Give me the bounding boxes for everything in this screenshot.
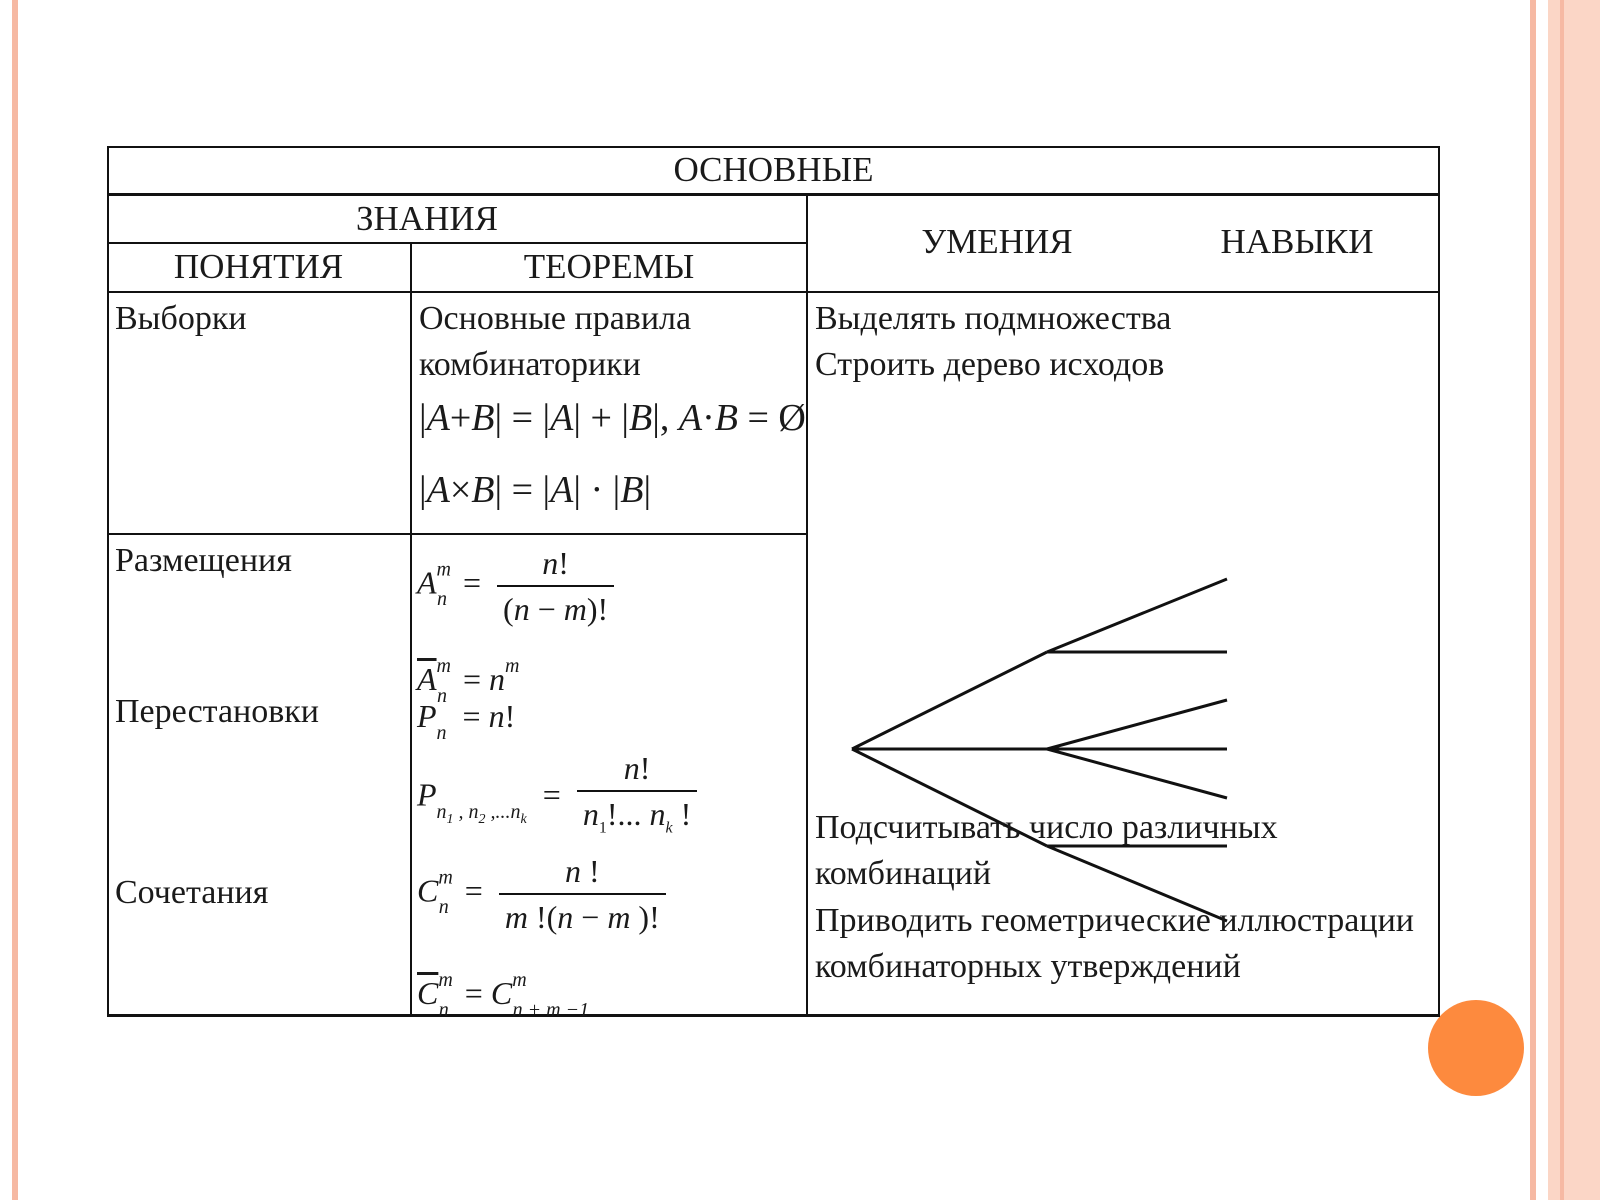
header-skills: УМЕНИЯ [921,222,1073,261]
table-border-bottom [107,1014,1440,1017]
formula-sum-rule: |A+B| = |A| + |B|, A·B = Ø [419,397,806,439]
formula-arrangements: $A^m_n$ = $\frac{n!}{(n - m)!}$ [417,541,614,631]
table-rule-concepts-theorems [410,242,412,1017]
competencies-table [107,146,1440,1021]
table-rule-selections [107,533,808,535]
accent-circle [1428,1000,1524,1096]
formula-combinations-repetition: $\overline{C}^m_n = C^m_{n + m -1}$ [417,969,590,1021]
formula-combinations: $C^m_n$ = $\frac{n !}{m !(n - m )!}$ [417,849,666,939]
skill-line-1: Выделять подмножества [815,300,1172,337]
concept-permutations: Перестановки [115,693,319,730]
slide-frame-right-stripe [1560,0,1564,1200]
theorem-rules-line1: Основные правила [419,300,692,337]
tree-leaf-1 [1047,579,1227,652]
skill-line-2: Строить дерево исходов [815,346,1165,383]
formula-arrangements-repetition: $\overline{A}^m_n = n^m$ [417,655,520,707]
header-knowledge: ЗНАНИЯ [356,199,498,238]
tree-leaf-3 [1047,700,1227,749]
tree-branch-upper [852,652,1047,749]
header-concepts: ПОНЯТИЯ [173,247,344,286]
skill-line-3: Подсчитывать число различных [815,809,1278,846]
header-main: ОСНОВНЫЕ [673,150,874,189]
slide-frame-right-inner [1530,0,1536,1200]
skill-line-4: комбинаций [815,855,992,892]
concept-combinations: Сочетания [115,874,269,911]
header-theorems: ТЕОРЕМЫ [523,247,695,286]
table-border-right [1438,146,1440,1017]
tree-leaf-5 [1047,749,1227,798]
concept-selections: Выборки [115,300,247,337]
skill-line-6: комбинаторных утверждений [815,948,1241,985]
table-rule-header-bottom [107,291,1440,293]
theorem-rules-line2: комбинаторики [419,346,641,383]
slide-frame-left [12,0,18,1200]
concept-arrangements: Размещения [115,542,292,579]
formula-permutations-repetition: $P_{n_1 , n_2 ,...n_k}$ = $\frac{n!}{n_1!... n_k !}$ [417,746,697,850]
formula-permutations: $P_n = n$! [417,698,516,744]
formula-product-rule: |A×B| = |A| · |B| [419,469,652,511]
header-habits: НАВЫКИ [1220,222,1374,261]
skill-line-5: Приводить геометрические иллюстрации [815,902,1414,939]
slide-frame-right-outer [1548,0,1600,1200]
